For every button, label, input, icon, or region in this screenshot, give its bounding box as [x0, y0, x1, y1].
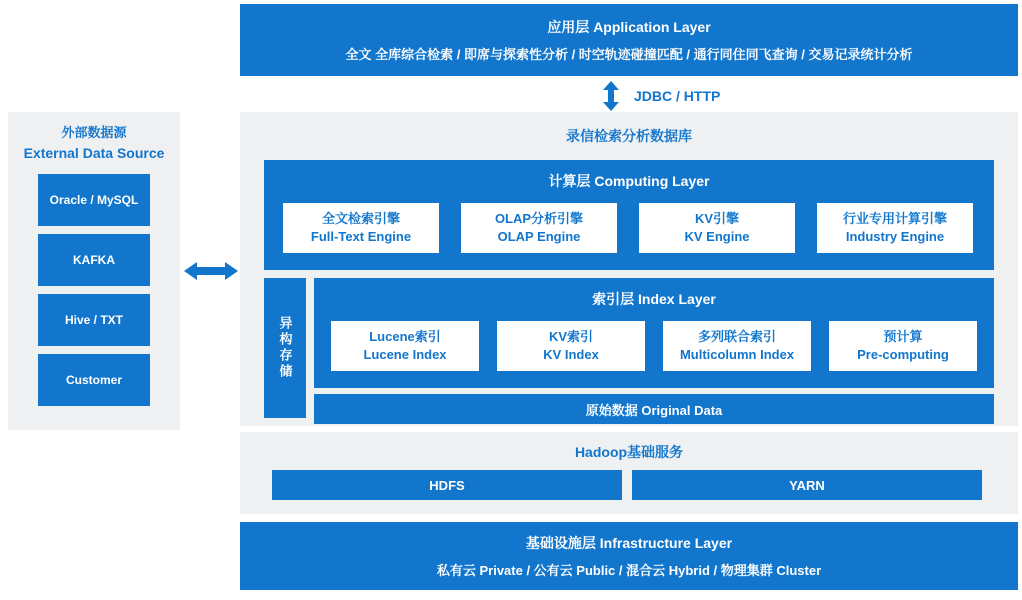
index-item-label-en: Multicolumn Index	[679, 347, 795, 362]
computing-item-label-cn: OLAP分析引擎	[494, 211, 584, 227]
index-item-label-en: Lucene Index	[363, 347, 447, 362]
application-layer-title: 应用层 Application Layer	[547, 19, 711, 35]
heterogeneous-storage-bar	[264, 278, 306, 418]
computing-item-full-text-engine	[282, 202, 440, 254]
external-data-source-title	[8, 112, 180, 163]
computing-item-label-en: Full-Text Engine	[310, 229, 412, 244]
database-panel	[240, 112, 1018, 426]
computing-item-label-en: KV Engine	[684, 229, 750, 244]
index-item-pre-computing	[828, 320, 978, 372]
index-item-multicolumn-index	[662, 320, 812, 372]
infrastructure-layer-subtitle: 私有云 Private / 公有云 Public / 混合云 Hybrid / 物理集群 Cluster	[436, 563, 822, 578]
external-source-item-label: Hive / TXT	[64, 313, 123, 327]
computing-item-label-cn: 行业专用计算引擎	[842, 211, 947, 227]
computing-item-olap-engine	[460, 202, 618, 254]
original-data-label: 原始数据 Original Data	[585, 402, 723, 418]
hadoop-item-label: YARN	[789, 477, 825, 493]
index-item-label-cn: KV索引	[548, 329, 594, 345]
database-panel-title: 录信检索分析数据库	[566, 128, 692, 144]
external-source-item-label: KAFKA	[73, 253, 115, 267]
external-source-item-kafka	[38, 234, 150, 286]
hadoop-item-label: HDFS	[429, 477, 465, 493]
computing-item-kv-engine	[638, 202, 796, 254]
index-layer-title: 索引层 Index Layer	[592, 291, 716, 307]
index-item-label-cn: Lucene索引	[369, 329, 441, 345]
heterogeneous-storage-label: 异构存储	[277, 316, 293, 380]
computing-layer-box	[264, 160, 994, 270]
index-item-label-cn: 预计算	[883, 329, 923, 345]
application-layer-subtitle: 全文 全库综合检索 / 即席与探索性分析 / 时空轨迹碰撞匹配 / 通行同住同飞查询 / 交易记录统计分析	[345, 47, 913, 62]
index-item-label-en: Pre-computing	[857, 347, 949, 362]
computing-item-label-cn: KV引擎	[694, 211, 740, 227]
infrastructure-layer-box	[240, 522, 1018, 590]
computing-item-label-en: Industry Engine	[845, 229, 945, 244]
original-data-box	[314, 394, 994, 424]
external-source-item-label: Customer	[65, 373, 122, 387]
index-item-label-cn: 多列联合索引	[697, 329, 776, 345]
external-source-item-label: Oracle / MySQL	[49, 193, 139, 207]
computing-layer-title: 计算层 Computing Layer	[548, 173, 710, 189]
external-data-source-panel	[8, 112, 180, 430]
jdbc-connector	[600, 80, 800, 112]
computing-item-label-en: OLAP Engine	[497, 229, 581, 244]
vertical-double-arrow-icon	[600, 81, 622, 111]
index-layer-box	[314, 278, 994, 388]
infrastructure-layer-title: 基础设施层 Infrastructure Layer	[525, 535, 733, 551]
computing-item-industry-engine	[816, 202, 974, 254]
external-source-item-oracle-mysql	[38, 174, 150, 226]
index-item-kv-index	[496, 320, 646, 372]
jdbc-http-label: JDBC / HTTP	[634, 88, 721, 104]
external-source-item-hive-txt	[38, 294, 150, 346]
external-data-source-title-en: External Data Source	[23, 144, 165, 161]
index-item-lucene-index	[330, 320, 480, 372]
hadoop-item-hdfs	[272, 470, 622, 500]
application-layer-box	[240, 4, 1018, 76]
horizontal-double-arrow-icon	[184, 258, 238, 284]
index-item-label-en: KV Index	[543, 347, 599, 362]
computing-item-label-cn: 全文检索引擎	[321, 211, 400, 227]
external-data-source-title-cn: 外部数据源	[61, 125, 127, 140]
hadoop-panel-title: Hadoop基础服务	[574, 444, 684, 460]
external-source-item-customer	[38, 354, 150, 406]
hadoop-panel	[240, 432, 1018, 514]
hadoop-item-yarn	[632, 470, 982, 500]
